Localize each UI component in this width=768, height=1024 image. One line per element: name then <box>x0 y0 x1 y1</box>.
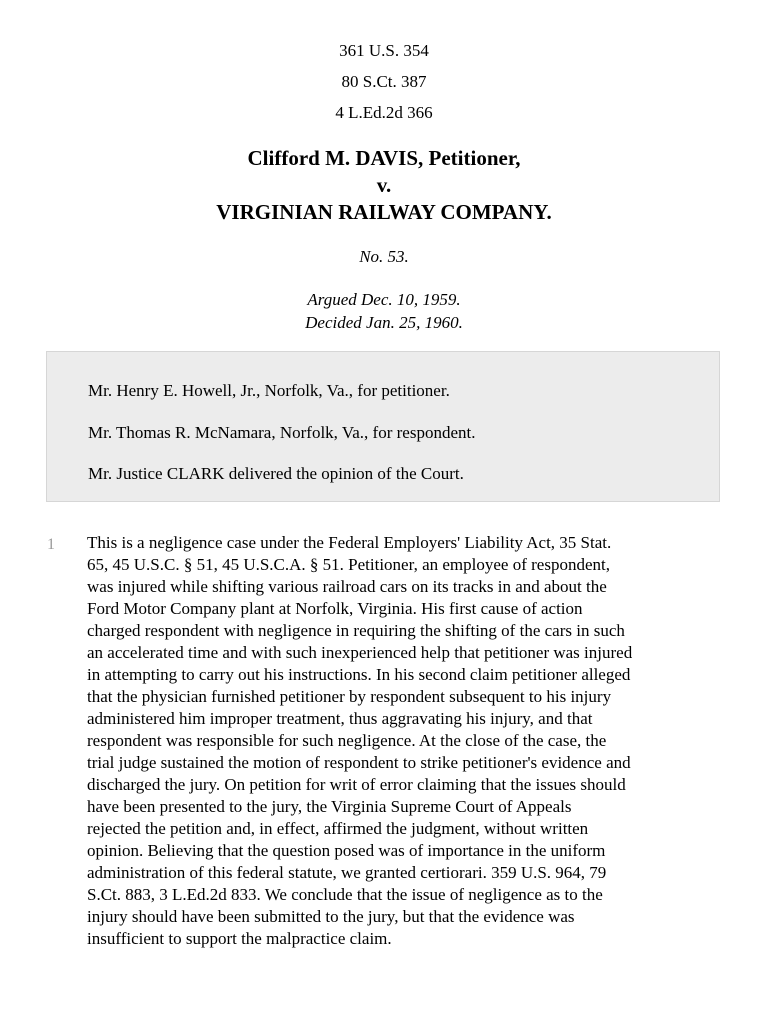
paragraph-line: an accelerated time and with such inexperienced help that petitioner was injured <box>87 643 633 662</box>
case-caption <box>0 145 768 226</box>
counsel-box <box>46 351 720 502</box>
paragraph-line: in attempting to carry out his instructions. In his second claim petitioner alleged <box>87 665 631 684</box>
paragraph-line: discharged the jury. On petition for writ of error claiming that the issues should <box>87 775 626 794</box>
decided-date: Decided Jan. 25, 1960. <box>305 313 463 332</box>
respondent-counsel: Mr. Thomas R. McNamara, Norfolk, Va., for respondent. <box>88 423 476 442</box>
paragraph-line: Ford Motor Company plant at Norfolk, Virginia. His first cause of action <box>87 599 583 618</box>
paragraph-line: administration of this federal statute, we granted certiorari. 359 U.S. 964, 79 <box>87 863 607 882</box>
petitioner-counsel: Mr. Henry E. Howell, Jr., Norfolk, Va., for petitioner. <box>88 381 450 400</box>
paragraph-line: 65, 45 U.S.C. § 51, 45 U.S.C.A. § 51. Petitioner, an employee of respondent, <box>87 555 610 574</box>
paragraph-line: insufficient to support the malpractice claim. <box>87 929 392 948</box>
argued-date: Argued Dec. 10, 1959. <box>307 290 461 309</box>
petitioner-name: Clifford M. DAVIS, Petitioner, <box>247 146 521 170</box>
paragraph-line: charged respondent with negligence in requiring the shifting of the cars in such <box>87 621 625 640</box>
paragraph-line: administered him improper treatment, thus aggravating his injury, and that <box>87 709 593 728</box>
paragraph-line: S.Ct. 883, 3 L.Ed.2d 833. We conclude that the issue of negligence as to the <box>87 885 603 904</box>
paragraph-line: rejected the petition and, in effect, affirmed the judgment, without written <box>87 819 589 838</box>
paragraph-line: opinion. Believing that the question posed was of importance in the uniform <box>87 841 606 860</box>
supreme-court-reporter-citation: 80 S.Ct. 387 <box>341 72 427 91</box>
paragraph-line: have been presented to the jury, the Virginia Supreme Court of Appeals <box>87 797 572 816</box>
opinion-paragraph <box>87 532 727 950</box>
versus-label: v. <box>376 173 392 197</box>
respondent-name: VIRGINIAN RAILWAY COMPANY. <box>216 200 552 224</box>
paragraph-line: that the physician furnished petitioner by respondent subsequent to his injury <box>87 687 612 706</box>
paragraph-line: trial judge sustained the motion of respondent to strike petitioner's evidence and <box>87 753 631 772</box>
paragraph-line: respondent was responsible for such negligence. At the close of the case, the <box>87 731 607 750</box>
paragraph-line: injury should have been submitted to the jury, but that the evidence was <box>87 907 575 926</box>
paragraph-line: This is a negligence case under the Federal Employers' Liability Act, 35 Stat. <box>87 533 612 552</box>
docket-number: No. 53. <box>359 247 409 266</box>
case-dates <box>0 288 768 334</box>
citation-block <box>0 35 768 128</box>
paragraph-number: 1 <box>47 536 55 553</box>
paragraph-line: was injured while shifting various railroad cars on its tracks in and about the <box>87 577 607 596</box>
lawyers-edition-citation: 4 L.Ed.2d 366 <box>335 103 433 122</box>
opinion-author: Mr. Justice CLARK delivered the opinion of the Court. <box>88 464 464 483</box>
us-reports-citation: 361 U.S. 354 <box>339 41 429 60</box>
